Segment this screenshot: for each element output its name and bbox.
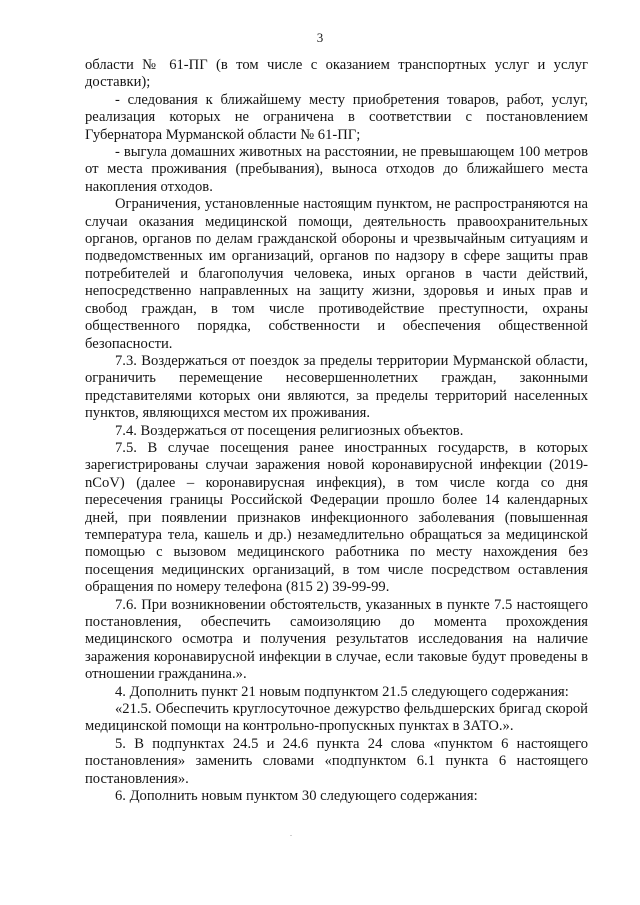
paragraph-continuation: области № 61-ПГ (в том числе с оказанием транспортных услуг и услуг доставки); (85, 57, 588, 91)
paragraph-7-6: 7.6. При возникновении обстоятельств, указанных в пункте 7.5 настоящего постановления, обеспечить самоизоляцию до момента прохождения медицинского осмотра и получения результатов исследования на наличие заражения коронавирусной инфекции в случае, если таковые будут проведены в отношении гражданина.». (85, 596, 588, 683)
page-number: 3 (316, 30, 324, 45)
document-body (85, 57, 588, 805)
paragraph-list-item-pets: - выгула домашних животных на расстоянии, не превышающем 100 метров от места проживания (пребывания), выноса отходов до ближайшего места накопления отходов. (85, 144, 588, 195)
paragraph-7-3: 7.3. Воздержаться от поездок за пределы территории Мурманской области, ограничить перемещение несовершеннолетних граждан, законными представителями которых они являются, за пределы территорий населенных пунктов, являющихся местом их проживания. (85, 352, 588, 422)
paragraph-item-4: 4. Дополнить пункт 21 новым подпунктом 21.5 следующего содержания: (115, 683, 569, 700)
paragraph-list-item-shopping: - следования к ближайшему месту приобретения товаров, работ, услуг, реализация которых не ограничена в соответствии с постановлением Губернатора Мурманской области № 61-ПГ; (85, 91, 588, 143)
paragraph-restrictions-exceptions: Ограничения, установленные настоящим пунктом, не распространяются на случаи оказания медицинской помощи, деятельность правоохранительных органов, органов по делам гражданской обороны и чрезвычайным ситуациям и подведомственных им организаций, органов по надзору в сфере защиты прав потребителей и благополучия человека, иных органов в части действий, непосредственно направленных на защиту жизни, здоровья и иных прав и свобод граждан, в том числе противодействие преступности, охраны общественного порядка, собственности и обеспечения общественной безопасности. (85, 196, 588, 352)
paragraph-7-5: 7.5. В случае посещения ранее иностранных государств, в которых зарегистрированы случаи заражения новой коронавирусной инфекции (2019-nCoV) (далее – коронавирусная инфекция), в том числе когда со дня пересечения границы Российской Федерации прошло более 14 календарных дней, при появлении признаков инфекционного заболевания (повышенная температура тела, кашель и др.) незамедлительно обращаться за медицинской помощью с вызовом медицинского работника по месту нахождения без посещения медицинских организаций, в том числе посредством оставления обращения по номеру телефона (815 2) 39-99-99. (85, 439, 588, 596)
paragraph-item-6: 6. Дополнить новым пунктом 30 следующего содержания: (115, 788, 478, 805)
paragraph-7-4: 7.4. Воздержаться от посещения религиозных объектов. (115, 422, 464, 439)
scan-speck (290, 835, 292, 836)
paragraph-21-5: «21.5. Обеспечить круглосуточное дежурство фельдшерских бригад скорой медицинской помощи на контрольно-пропускных пунктах в ЗАТО.». (85, 701, 588, 735)
paragraph-item-5: 5. В подпунктах 24.5 и 24.6 пункта 24 слова «пунктом 6 настоящего постановления» заменить словами «подпунктом 6.1 пункта 6 настоящего постановления». (85, 735, 588, 787)
